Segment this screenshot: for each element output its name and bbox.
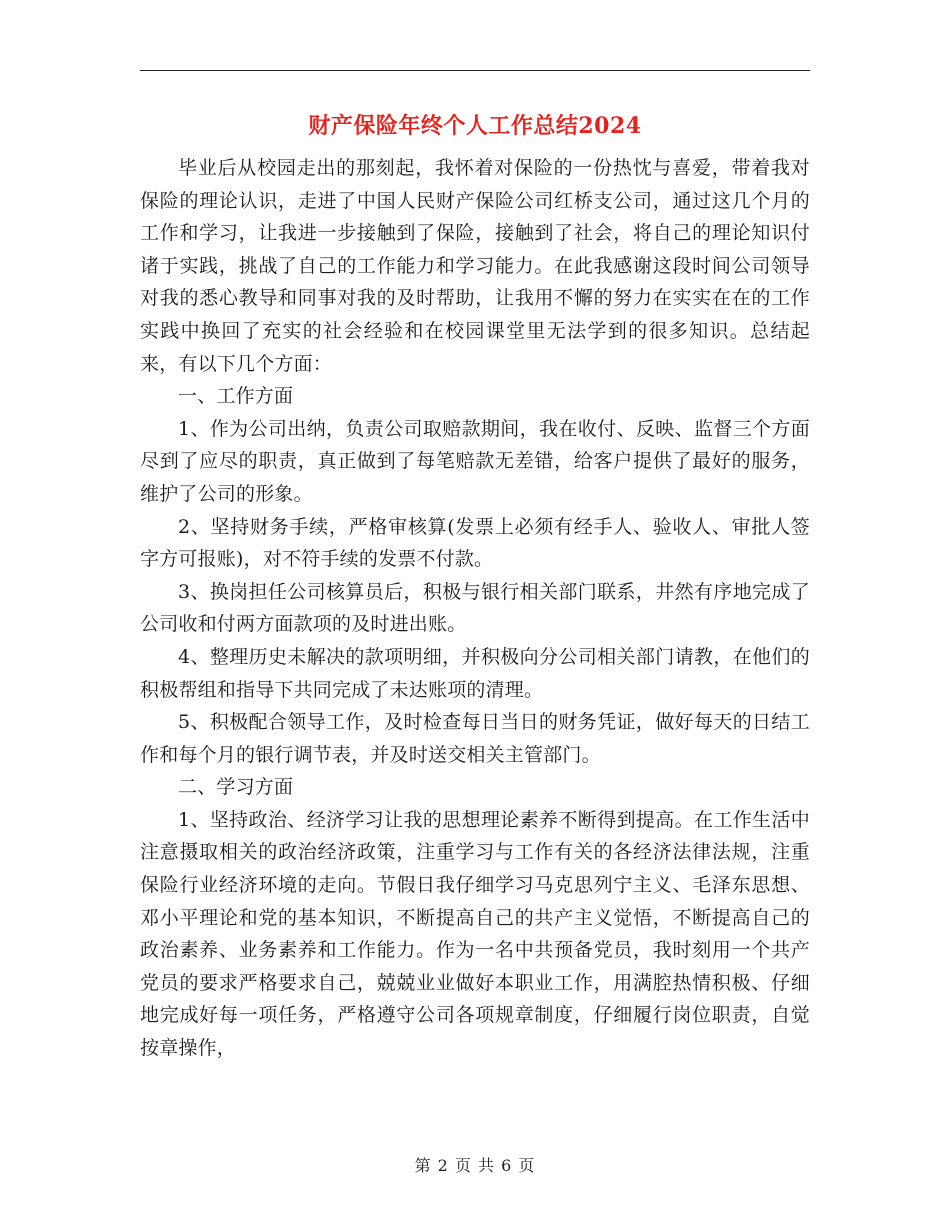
section-heading-work: 一、工作方面 — [178, 385, 294, 408]
paragraph-work-3: 3、换岗担任公司核算员后，积极与银行相关部门联系，井然有序地完成了公司收和付两方面款项的及时进出账。 — [140, 580, 810, 636]
document-body — [140, 152, 810, 1065]
header-rule — [140, 70, 810, 71]
paragraph-work-4: 4、整理历史未解决的款项明细，并积极向分公司相关部门请教，在他们的积极帮组和指导下共同完成了未达账项的清理。 — [140, 645, 810, 701]
page-number-footer: 第 2 页 共 6 页 — [414, 1156, 536, 1175]
paragraph-work-1: 1、作为公司出纳，负责公司取赔款期间，我在收付、反映、监督三个方面尽到了应尽的职责，真正做到了每笔赔款无差错，给客户提供了最好的服务，维护了公司的形象。 — [140, 417, 810, 505]
document-title: 财产保险年终个人工作总结2024 — [308, 113, 642, 139]
paragraph-study-1: 1、坚持政治、经济学习让我的思想理论素养不断得到提高。在工作生活中注意摄取相关的政治经济政策，注重学习与工作有关的各经济法律法规，注重保险行业经济环境的走向。节假日我仔细学习马克思列宁主义、毛泽东思想、邓小平理论和党的基本知识，不断提高自己的共产主义觉悟，不断提高自己的政治素养、业务素养和工作能力。作为一名中共预备党员，我时刻用一个共产党员的要求严格要求自己，兢兢业业做好本职业工作，用满腔热情积极、仔细地完成好每一项任务，严格遵守公司各项规章制度，仔细履行岗位职责，自觉按章操作， — [140, 808, 810, 1060]
paragraph-intro: 毕业后从校园走出的那刻起，我怀着对保险的一份热忱与喜爱，带着我对保险的理论认识，走进了中国人民财产保险公司红桥支公司，通过这几个月的工作和学习，让我进一步接触到了保险，接触到了社会，将自己的理论知识付诸于实践，挑战了自己的工作能力和学习能力。在此我感谢这段时间公司领导对我的悉心教导和同事对我的及时帮助，让我用不懈的努力在实实在在的工作实践中换回了充实的社会经验和在校园课堂里无法学到的很多知识。总结起来，有以下几个方面： — [140, 157, 810, 375]
paragraph-work-2: 2、坚持财务手续，严格审核算(发票上必须有经手人、验收人、审批人签字方可报账)，对不符手续的发票不付款。 — [140, 515, 810, 571]
section-heading-study: 二、学习方面 — [178, 776, 294, 799]
paragraph-work-5: 5、积极配合领导工作，及时检查每日当日的财务凭证，做好每天的日结工作和每个月的银行调节表，并及时送交相关主管部门。 — [140, 711, 810, 766]
